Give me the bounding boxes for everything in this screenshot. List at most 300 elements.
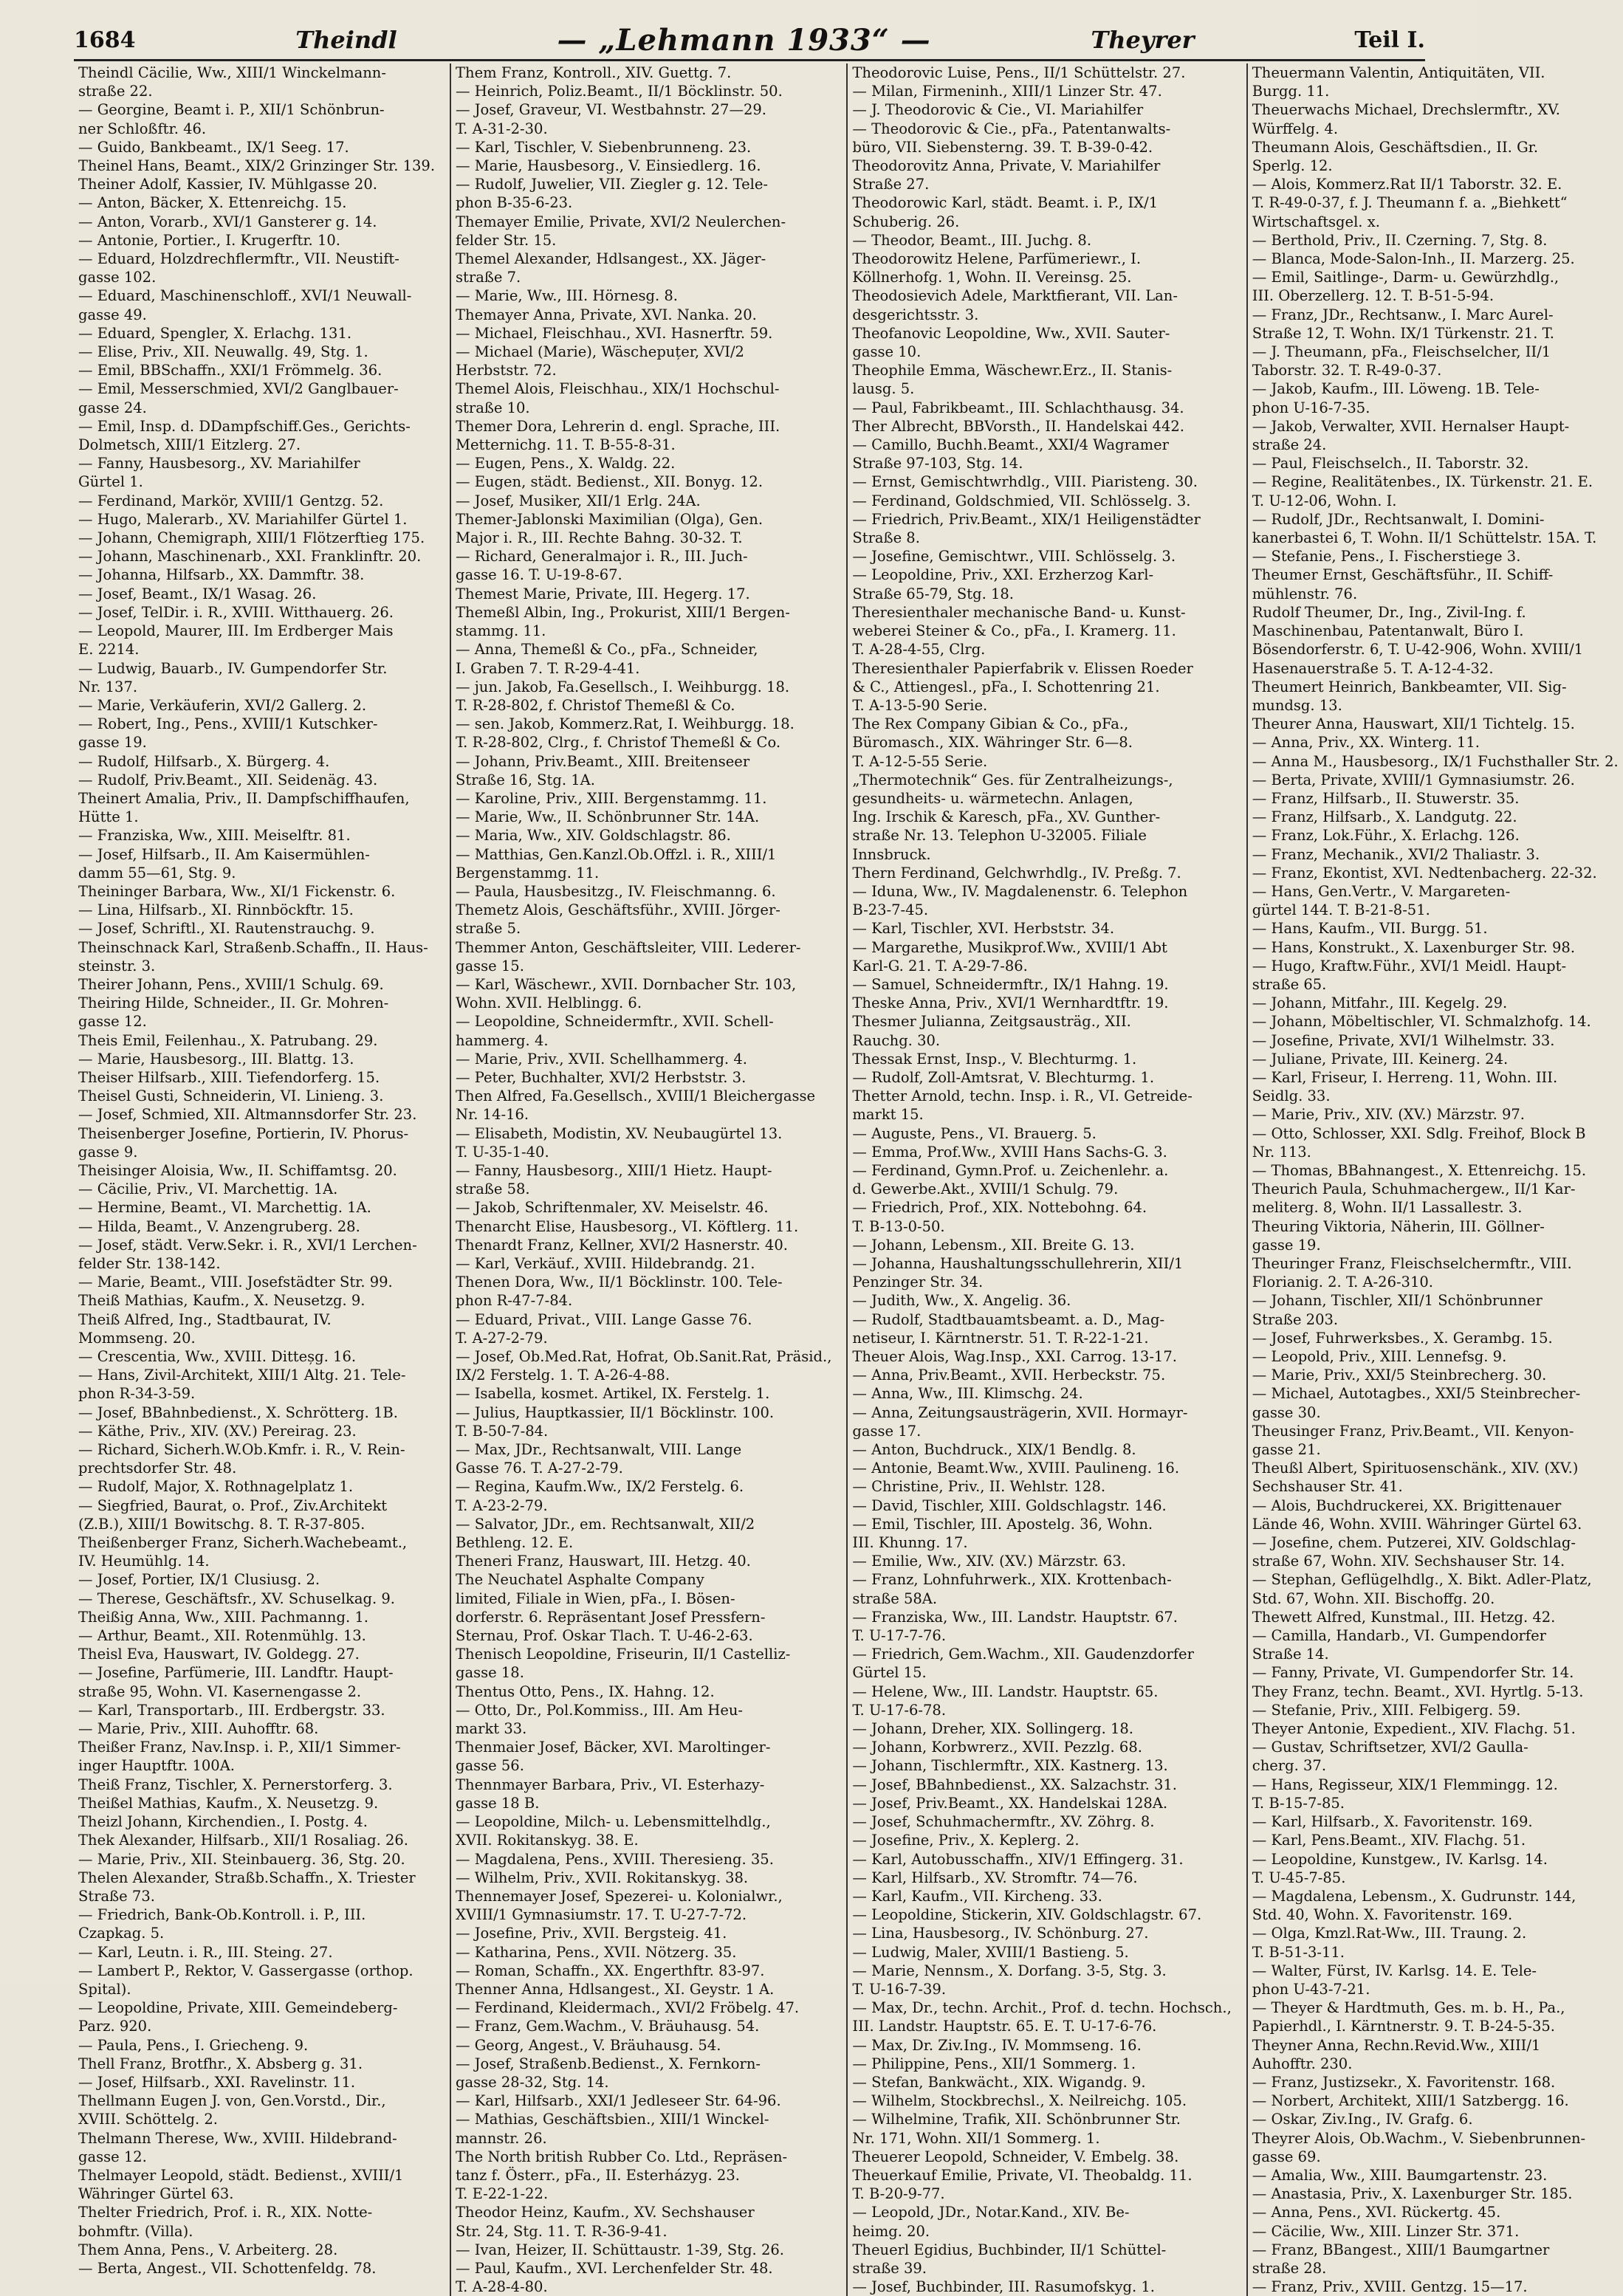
directory-entry-line: XVIII/1 Gymnasiumstr. 17. T. U-27-7-72. xyxy=(456,1906,747,1924)
directory-entry-line: Themel Alexander, Hdlsangest., XX. Jäger- xyxy=(456,250,766,268)
directory-entry-line: Nr. 137. xyxy=(78,678,138,695)
directory-entry-line: — Amalia, Ww., XIII. Baumgartenstr. 23. xyxy=(1252,2166,1548,2184)
directory-entry-line: Theiring Hilde, Schneider., II. Gr. Mohren- xyxy=(78,994,389,1012)
directory-entry-line: — Karl, Hilfsarb., X. Favoritenstr. 169. xyxy=(1252,1813,1533,1831)
directory-entry-line: — Josefine, Parfümerie, III. Landftr. Haupt- xyxy=(78,1664,394,1682)
directory-entry-line: stammg. 11. xyxy=(456,622,546,640)
directory-entry-line: — Marie, Priv., XVII. Schellhammerg. 4. xyxy=(456,1050,747,1068)
directory-entry-line: — Ernst, Gemischtwrhdlg., VIII. Piaristeng. 30. xyxy=(852,473,1198,491)
directory-entry-line: — Ferdinand, Kleidermach., XVI/2 Fröbelg. 47. xyxy=(456,1999,800,2017)
directory-entry-line: phon U-16-7-35. xyxy=(1252,399,1370,416)
directory-entry-line: Themayer Anna, Private, XVI. Nanka. 20. xyxy=(456,306,757,323)
directory-entry-line: — Hans, Kaufm., VII. Burgg. 51. xyxy=(1252,920,1488,938)
directory-entry-line: — Anton, Buchdruck., XIX/1 Bendlg. 8. xyxy=(852,1441,1136,1459)
directory-entry-line: T. U-17-6-78. xyxy=(852,1701,947,1719)
directory-entry-line: Rudolf Theumer, Dr., Ing., Zivil-Ing. f. xyxy=(1252,603,1526,621)
directory-entry-line: — Josefine, Priv., X. Keplerg. 2. xyxy=(852,1832,1080,1849)
directory-entry-line: — Josef, städt. Verw.Sekr. i. R., XVI/1 Lerchen- xyxy=(78,1236,417,1254)
directory-entry-line: Thelen Alexander, Straßb.Schaffn., X. Triester xyxy=(78,1869,416,1886)
directory-entry-line: T. U-17-7-76. xyxy=(852,1627,947,1645)
directory-entry-line: Theiner Adolf, Kassier, IV. Mühlgasse 20. xyxy=(78,176,377,193)
directory-entry-line: — Leopoldine, Stickerin, XIV. Goldschlagstr. 67. xyxy=(852,1906,1202,1924)
directory-entry-line: straße Nr. 13. Telephon U-32005. Filiale xyxy=(852,827,1147,845)
directory-entry-line: steinstr. 3. xyxy=(78,957,156,975)
directory-entry-line: — Johann, Korbwrerz., XVII. Pezzlg. 68. xyxy=(852,1739,1142,1756)
directory-entry-line: T. U-16-7-39. xyxy=(852,1980,947,1998)
directory-entry-line: — Anna, Zeitungsausträgerin, XVII. Hormayr- xyxy=(852,1403,1188,1421)
directory-entry-line: — Rudolf, Priv.Beamt., XII. Seidenäg. 43. xyxy=(78,771,378,788)
directory-entry-line: Taborstr. 32. T. R-49-0-37. xyxy=(1252,362,1442,379)
directory-entry-line: Then Alfred, Fa.Gesellsch., XVIII/1 Bleichergasse xyxy=(456,1087,816,1105)
directory-entry-line: Parz. 920. xyxy=(78,2018,152,2035)
directory-entry-line: — Leopold, Maurer, III. Im Erdberger Mais xyxy=(78,622,394,640)
directory-entry-line: — Therese, Geschäftsfr., XV. Schuselkag. 9. xyxy=(78,1589,395,1607)
directory-entry-line: The Rex Company Gibian & Co., pFa., xyxy=(852,715,1129,733)
directory-entry-line: desgerichtsstr. 3. xyxy=(852,306,979,323)
directory-entry-line: — Josef, Schmied, XII. Altmannsdorfer Str. 23. xyxy=(78,1106,417,1124)
directory-entry-line: Theodor Heinz, Kaufm., XV. Sechshauser xyxy=(456,2204,755,2221)
directory-entry-line: — Karl, Hilfsarb., XXI/1 Jedleseer Str. 64-96. xyxy=(456,2092,781,2110)
directory-entry-line: — Josef, Musiker, XII/1 Erlg. 24A. xyxy=(456,492,701,509)
directory-entry-line: Theuerwachs Michael, Drechslermftr., XV. xyxy=(1252,101,1560,119)
directory-entry-line: Sperlg. 12. xyxy=(1252,157,1333,175)
directory-entry-line: — Michael, Fleischhau., XVI. Hasnerftr. 59. xyxy=(456,324,773,342)
directory-entry-line: Sternau, Prof. Oskar Tlach. T. U-46-2-63. xyxy=(456,1627,753,1645)
directory-entry-line: Wohn. XVII. Helblingg. 6. xyxy=(456,994,642,1012)
directory-entry-line: — Josef, Graveur, VI. Westbahnstr. 27—29. xyxy=(456,101,766,119)
directory-entry-line: — Stephan, Geflügelhdlg., X. Bikt. Adler-Platz, xyxy=(1252,1571,1592,1589)
directory-entry-line: — sen. Jakob, Kommerz.Rat, I. Weihburgg. 18. xyxy=(456,715,795,733)
directory-entry-line: — Eugen, städt. Bedienst., XII. Bonyg. 12. xyxy=(456,473,764,491)
directory-entry-line: Them Anna, Pens., V. Arbeiterg. 28. xyxy=(78,2241,338,2258)
directory-entry-line: — Marie, Priv., XIV. (XV.) Märzstr. 97. xyxy=(1252,1106,1525,1124)
directory-entry-line: — Rudolf, Hilfsarb., X. Bürgerg. 4. xyxy=(78,752,330,770)
directory-entry-line: Innsbruck. xyxy=(852,845,931,863)
directory-entry-line: — Josef, BBahnbedienst., XX. Salzachstr. 31. xyxy=(852,1776,1178,1793)
directory-entry-line: Thenmaier Josef, Bäcker, XVI. Maroltinger- xyxy=(456,1739,771,1756)
directory-entry-line: — Johann, Möbeltischler, VI. Schmalzhofg. 14. xyxy=(1252,1013,1591,1031)
directory-entry-line: straße 22. xyxy=(78,83,153,100)
directory-entry-line: Burgg. 11. xyxy=(1252,83,1330,100)
directory-entry-line: T. U-45-7-85. xyxy=(1252,1869,1346,1886)
directory-entry-line: straße 7. xyxy=(456,269,521,286)
directory-entry-line: T. U-12-06, Wohn. I. xyxy=(1252,492,1397,509)
directory-entry-line: T. U-35-1-40. xyxy=(456,1143,549,1161)
directory-entry-line: — Samuel, Schneidermftr., IX/1 Hahng. 19. xyxy=(852,975,1169,993)
directory-entry-line: Thenardt Franz, Kellner, XVI/2 Hasnerstr. 40. xyxy=(456,1236,788,1254)
directory-entry-line: — Michael, Autotagbes., XXI/5 Steinbrecher- xyxy=(1252,1385,1581,1403)
directory-entry-line: Theodorowitz Helene, Parfümeriewr., I. xyxy=(852,250,1142,268)
directory-entry-line: Metternichg. 11. T. B-55-8-31. xyxy=(456,436,676,454)
directory-entry-line: — Elise, Priv., XII. Neuwallg. 49, Stg. 1. xyxy=(78,343,368,361)
directory-entry-line: — J. Theodorovic & Cie., VI. Mariahilfer xyxy=(852,101,1144,119)
directory-entry-line: Theiser Hilfsarb., XIII. Tiefendorferg. 15. xyxy=(78,1068,380,1086)
directory-entry-line: Thenarcht Elise, Hausbesorg., VI. Köftlerg. 11. xyxy=(456,1217,799,1235)
directory-entry-line: Theiß Mathias, Kaufm., X. Neusetzg. 9. xyxy=(78,1292,366,1310)
directory-entry-line: mannstr. 26. xyxy=(456,2129,547,2147)
directory-entry-line: Ing. Irschik & Karesch, pFa., XV. Gunther- xyxy=(852,808,1161,826)
directory-entry-line: XVIII. Schöttelg. 2. xyxy=(78,2111,218,2128)
page-header xyxy=(74,21,1425,61)
column-1 xyxy=(74,63,439,2296)
directory-entry-line: — Robert, Ing., Pens., XVIII/1 Kutschker- xyxy=(78,715,378,733)
directory-entry-line: Theußl Albert, Spirituosenschänk., XIV. (XV.) xyxy=(1252,1460,1579,1477)
directory-entry-line: limited, Filiale in Wien, pFa., I. Bösen- xyxy=(456,1589,735,1607)
directory-entry-line: — Leopold, JDr., Notar.Kand., XIV. Be- xyxy=(852,2204,1130,2221)
directory-entry-line: — Peter, Buchhalter, XVI/2 Herbststr. 3. xyxy=(456,1068,747,1086)
directory-entry-line: ner Schloßftr. 46. xyxy=(78,120,207,137)
directory-entry-line: — Marie, Beamt., VIII. Josefstädter Str. 99. xyxy=(78,1274,393,1291)
directory-entry-line: Theusinger Franz, Priv.Beamt., VII. Kenyon- xyxy=(1252,1422,1574,1440)
directory-entry-line: — Johann, Tischler, XII/1 Schönbrunner xyxy=(1252,1292,1543,1310)
directory-entry-line: Gürtel 15. xyxy=(852,1664,927,1682)
directory-entry-line: — Marie, Priv., XIII. Auhofftr. 68. xyxy=(78,1720,319,1738)
directory-entry-line: meliterg. 8, Wohn. II/1 Lassallestr. 3. xyxy=(1252,1199,1523,1217)
directory-entry-line: Thelmayer Leopold, städt. Bedienst., XVIII/1 xyxy=(78,2166,404,2184)
directory-entry-line: Straße 73. xyxy=(78,1887,155,1905)
directory-entry-line: — Leopoldine, Kunstgew., IV. Karlsg. 14. xyxy=(1252,1850,1548,1868)
directory-entry-line: T. B-50-7-84. xyxy=(456,1422,549,1440)
right-keyword: Theyrer xyxy=(1091,26,1195,54)
directory-entry-line: — Stefan, Bankwächt., XIX. Wigandg. 9. xyxy=(852,2073,1146,2091)
directory-entry-line: — Karl, Transportarb., III. Erdbergstr. 33. xyxy=(78,1701,385,1719)
directory-entry-line: büro, VII. Siebensterng. 39. T. B-39-0-42. xyxy=(852,138,1153,156)
directory-entry-line: — Arthur, Beamt., XII. Rotenmühlg. 13. xyxy=(78,1627,366,1645)
directory-entry-line: — Eduard, Spengler, X. Erlachg. 131. xyxy=(78,324,352,342)
directory-entry-line: B-23-7-45. xyxy=(852,901,929,919)
directory-entry-line: — Regina, Kaufm.Ww., IX/2 Ferstelg. 6. xyxy=(456,1478,744,1496)
directory-entry-line: — Cäcilie, Priv., VI. Marchettig. 1A. xyxy=(78,1180,338,1198)
directory-entry-line: — Paula, Hausbesitzg., IV. Fleischmanng. 6. xyxy=(456,882,776,900)
directory-entry-line: T. B-20-9-77. xyxy=(852,2185,945,2203)
directory-entry-line: T. A-23-2-79. xyxy=(456,1496,548,1514)
directory-entry-line: — Max, Dr., techn. Archit., Prof. d. techn. Hochsch., xyxy=(852,1999,1232,2017)
directory-entry-line: — Anna, Priv., XX. Winterg. 11. xyxy=(1252,734,1480,752)
directory-entry-line: Theske Anna, Priv., XVI/1 Wernhardtftr. 19. xyxy=(852,994,1169,1012)
directory-entry-line: (Z.B.), XIII/1 Bowitschg. 8. T. R-37-805. xyxy=(78,1515,366,1533)
directory-entry-line: — Georg, Angest., V. Bräuhausg. 54. xyxy=(456,2036,721,2054)
directory-entry-line: Themetz Alois, Geschäftsführ., XVIII. Jörger- xyxy=(456,901,780,919)
directory-entry-line: — Käthe, Priv., XIV. (XV.) Pereirag. 23. xyxy=(78,1422,357,1440)
directory-entry-line: — Rudolf, Zoll-Amtsrat, V. Blechturmg. 1. xyxy=(852,1068,1155,1086)
directory-entry-line: — Ivan, Heizer, II. Schüttaustr. 1-39, Stg. 26. xyxy=(456,2241,784,2258)
directory-entry-line: T. A-27-2-79. xyxy=(456,1329,548,1347)
directory-entry-line: — Olga, Kmzl.Rat-Ww., III. Traung. 2. xyxy=(1252,1925,1527,1942)
directory-entry-line: Auhofftr. 230. xyxy=(1252,2055,1353,2072)
directory-entry-line: Theuringer Franz, Fleischselchermftr., VIII. xyxy=(1252,1255,1572,1272)
directory-entry-line: gasse 18. xyxy=(456,1664,524,1682)
directory-entry-line: — Johann, Tischlermftr., XIX. Kastnerg. 13. xyxy=(852,1757,1168,1775)
directory-entry-line: — Friedrich, Gem.Wachm., XII. Gaudenzdorfer xyxy=(852,1646,1194,1663)
directory-entry-line: gasse 15. xyxy=(456,957,524,975)
directory-entry-line: — Salvator, JDr., em. Rechtsanwalt, XII/2 xyxy=(456,1515,755,1533)
directory-entry-line: — Hans, Zivil-Architekt, XIII/1 Altg. 21. Tele- xyxy=(78,1367,406,1384)
directory-entry-line: phon B-35-6-23. xyxy=(456,194,573,212)
directory-entry-line: T. E-22-1-22. xyxy=(456,2185,549,2203)
directory-entry-line: gürtel 144. T. B-21-8-51. xyxy=(1252,901,1430,919)
directory-entry-line: — Siegfried, Baurat, o. Prof., Ziv.Architekt xyxy=(78,1496,388,1514)
directory-entry-line: — Marie, Priv., XXI/5 Steinbrecherg. 30. xyxy=(1252,1367,1547,1384)
directory-entry-line: straße 10. xyxy=(456,399,530,416)
directory-entry-line: Dolmetsch, XIII/1 Eitzlerg. 27. xyxy=(78,436,301,454)
directory-entry-line: — Camillo, Buchh.Beamt., XXI/4 Wagramer xyxy=(852,436,1169,454)
directory-entry-line: — Iduna, Ww., IV. Magdalenenstr. 6. Telephon xyxy=(852,882,1188,900)
directory-entry-line: — Josefine, Priv., XVII. Bergsteig. 41. xyxy=(456,1925,727,1942)
directory-entry-line: — Josef, Portier, IX/1 Clusiusg. 2. xyxy=(78,1571,320,1589)
directory-entry-line: Würffelg. 4. xyxy=(1252,120,1339,137)
directory-entry-line: — Paul, Fleischselch., II. Taborstr. 32. xyxy=(1252,455,1529,472)
directory-entry-line: Theodorovitz Anna, Private, V. Mariahilfer xyxy=(852,157,1161,175)
directory-entry-line: — Berta, Private, XVIII/1 Gymnasiumstr. 26. xyxy=(1252,771,1575,788)
directory-entry-line: — Franz, Hilfsarb., X. Landgutg. 22. xyxy=(1252,808,1517,826)
directory-entry-line: Spital). xyxy=(78,1980,131,1998)
directory-entry-line: — Thomas, BBahnangest., X. Ettenreichg. 15. xyxy=(1252,1161,1587,1179)
part-label: Teil I. xyxy=(1354,27,1425,53)
directory-entry-line: I. Graben 7. T. R-29-4-41. xyxy=(456,659,640,677)
directory-entry-line: Themest Marie, Private, III. Hegerg. 17. xyxy=(456,585,750,602)
directory-entry-line: Wirtschaftsgel. x. xyxy=(1252,213,1380,230)
directory-entry-line: Hasenauerstraße 5. T. A-12-4-32. xyxy=(1252,659,1494,677)
directory-entry-line: — J. Theumann, pFa., Fleischselcher, II/1 xyxy=(1252,343,1551,361)
directory-entry-line: T. A-12-5-55 Serie. xyxy=(852,752,988,770)
directory-entry-line: — Auguste, Pens., VI. Brauerg. 5. xyxy=(852,1124,1097,1142)
directory-entry-line: markt 33. xyxy=(456,1720,527,1738)
directory-entry-line: — Matthias, Gen.Kanzl.Ob.Offzl. i. R., XIII/1 xyxy=(456,845,777,863)
directory-entry-line: — Josef, BBahnbedienst., X. Schrötterg. 1B. xyxy=(78,1403,398,1421)
directory-entry-line: — Wilhelm, Stockbrechsl., X. Neilreichg. 105. xyxy=(852,2092,1187,2110)
directory-entry-line: Straße 27. xyxy=(852,176,930,193)
directory-entry-line: Thern Ferdinand, Gelchwrhdlg., IV. Preßg. 7. xyxy=(852,864,1181,881)
directory-entry-line: — Anastasia, Priv., X. Laxenburger Str. 185. xyxy=(1252,2185,1573,2203)
directory-entry-line: — Paul, Fabrikbeamt., III. Schlachthausg. 34. xyxy=(852,399,1184,416)
column-3 xyxy=(846,63,1235,2296)
directory-entry-line: — Christine, Priv., II. Wehlstr. 128. xyxy=(852,1478,1106,1496)
directory-entry-line: Herbststr. 72. xyxy=(456,362,557,379)
directory-entry-line: Theiß Franz, Tischler, X. Pernerstorferg. 3. xyxy=(78,1776,393,1793)
directory-entry-line: — Wilhelmine, Trafik, XII. Schönbrunner Str. xyxy=(852,2111,1181,2128)
directory-entry-line: — Franz, Ekontist, XVI. Nedtenbacherg. 22-32. xyxy=(1252,864,1597,881)
directory-entry-line: damm 55—61, Stg. 9. xyxy=(78,864,236,881)
directory-entry-line: Theirer Johann, Pens., XVIII/1 Schulg. 69. xyxy=(78,975,384,993)
directory-entry-line: — Juliane, Private, III. Keinerg. 24. xyxy=(1252,1050,1509,1068)
directory-entry-line: Straße 16, Stg. 1A. xyxy=(456,771,595,788)
directory-entry-line: Thenisch Leopoldine, Friseurin, II/1 Castelliz- xyxy=(456,1646,791,1663)
directory-entry-line: Thek Alexander, Hilfsarb., XII/1 Rosaliag. 26. xyxy=(78,1832,408,1849)
directory-entry-line: — Ferdinand, Goldschmied, VII. Schlösselg. 3. xyxy=(852,492,1191,509)
directory-entry-line: — Marie, Ww., II. Schönbrunner Str. 14A. xyxy=(456,808,760,826)
directory-entry-line: — Heinrich, Poliz.Beamt., II/1 Böcklinstr. 50. xyxy=(456,83,783,100)
directory-entry-line: Gasse 76. T. A-27-2-79. xyxy=(456,1460,623,1477)
directory-entry-line: — Karl, Kaufm., VII. Kircheng. 33. xyxy=(852,1887,1102,1905)
directory-entry-line: Theophile Emma, Wäschewr.Erz., II. Stanis- xyxy=(852,362,1173,379)
directory-entry-line: — Johann, Maschinenarb., XXI. Franklinftr. 20. xyxy=(78,548,422,566)
directory-entry-line: — Theodor, Beamt., III. Juchg. 8. xyxy=(852,231,1092,249)
directory-entry-line: — Josef, Fuhrwerksbes., X. Gerambg. 15. xyxy=(1252,1329,1553,1347)
directory-entry-line: straße 65. xyxy=(1252,975,1327,993)
directory-entry-line: — Max, JDr., Rechtsanwalt, VIII. Lange xyxy=(456,1441,742,1459)
directory-entry-line: T. B-51-3-11. xyxy=(1252,1943,1345,1961)
directory-entry-line: T. R-28-802, Clrg., f. Christof Themeßl & Co. xyxy=(456,734,781,752)
directory-entry-line: — Ferdinand, Markör, XVIII/1 Gentzg. 52. xyxy=(78,492,384,509)
directory-entry-line: Nr. 14-16. xyxy=(456,1106,529,1124)
directory-entry-line: Themer Dora, Lehrerin d. engl. Sprache, III. xyxy=(456,417,780,435)
directory-entry-line: Themayer Emilie, Private, XVI/2 Neulerchen- xyxy=(456,213,786,230)
directory-entry-line: Nr. 113. xyxy=(1252,1143,1311,1161)
directory-entry-line: — Gustav, Schriftsetzer, XVI/2 Gaulla- xyxy=(1252,1739,1528,1756)
directory-entry-line: straße 24. xyxy=(1252,436,1327,454)
directory-entry-line: T. R-28-802, f. Christof Themeßl & Co. xyxy=(456,696,735,714)
directory-entry-line: T. R-49-0-37, f. J. Theumann f. a. „Biehkett“ xyxy=(1252,194,1568,212)
directory-entry-line: — Emil, Messerschmied, XVI/2 Ganglbauer- xyxy=(78,380,399,398)
directory-entry-line: Büromasch., XIX. Währinger Str. 6—8. xyxy=(852,734,1133,752)
directory-entry-line: Theinschnack Karl, Straßenb.Schaffn., II. Haus- xyxy=(78,938,428,956)
directory-entry-line: — Mathias, Geschäftsbien., XIII/1 Winckel- xyxy=(456,2111,769,2128)
directory-entry-line: Thelter Friedrich, Prof. i. R., XIX. Notte- xyxy=(78,2204,373,2221)
directory-entry-line: — Josef, Beamt., IX/1 Wasag. 26. xyxy=(78,585,317,602)
directory-entry-line: — Eugen, Pens., X. Waldg. 22. xyxy=(456,455,676,472)
directory-entry-line: — Franz, Justizsekr., X. Favoritenstr. 168. xyxy=(1252,2073,1556,2091)
directory-entry-line: — Josef, Ob.Med.Rat, Hofrat, Ob.Sanit.Rat, Präsid., xyxy=(456,1348,832,1366)
directory-entry-line: Theuermann Valentin, Antiquitäten, VII. xyxy=(1252,64,1545,81)
directory-entry-line: — Rudolf, Stadtbauamtsbeamt. a. D., Mag- xyxy=(852,1310,1165,1328)
directory-entry-line: — Lambert P., Rektor, V. Gassergasse (orthop. xyxy=(78,1962,414,1979)
directory-entry-line: Theuer Alois, Wag.Insp., XXI. Carrog. 13-17. xyxy=(852,1348,1177,1366)
directory-entry-line: — Hugo, Kraftw.Führ., XVI/1 Meidl. Haupt- xyxy=(1252,957,1567,975)
directory-entry-line: Rauchg. 30. xyxy=(852,1031,941,1049)
directory-entry-line: Std. 40, Wohn. X. Favoritenstr. 169. xyxy=(1252,1906,1513,1924)
directory-entry-line: — Stefanie, Pens., I. Fischerstiege 3. xyxy=(1252,548,1521,566)
directory-entry-line: Bösendorferstr. 6, T. U-42-906, Wohn. XVIII/1 xyxy=(1252,641,1584,659)
directory-entry-line: — Marie, Verkäuferin, XVI/2 Gallerg. 2. xyxy=(78,696,367,714)
directory-entry-line: — Eduard, Maschinenschloff., XVI/1 Neuwall- xyxy=(78,287,412,305)
directory-entry-line: — Philippine, Pens., XII/1 Sommerg. 1. xyxy=(852,2055,1136,2072)
directory-entry-line: — Blanca, Mode-Salon-Inh., II. Marzerg. 25. xyxy=(1252,250,1575,268)
directory-entry-line: — Jakob, Kaufm., III. Löweng. 1B. Tele- xyxy=(1252,380,1540,398)
directory-entry-line: — Eduard, Holzdrechflermftr., VII. Neustift- xyxy=(78,250,399,268)
directory-entry-line: — Josefine, chem. Putzerei, XIV. Goldschlag- xyxy=(1252,1534,1576,1552)
directory-entry-line: — Richard, Sicherh.W.Ob.Kmfr. i. R., V. Rein- xyxy=(78,1441,405,1459)
directory-entry-line: — Antonie, Beamt.Ww., XVIII. Paulineng. 16. xyxy=(852,1460,1180,1477)
directory-entry-line: Währinger Gürtel 63. xyxy=(78,2185,234,2203)
directory-entry-line: — Anna M., Hausbesorg., IX/1 Fuchsthaller Str. 2. xyxy=(1252,752,1619,770)
directory-entry-line: T. A-28-4-80. xyxy=(456,2278,548,2296)
directory-entry-line: — Crescentia, Ww., XVIII. Ditteșg. 16. xyxy=(78,1348,357,1366)
directory-entry-line: — Jakob, Verwalter, XVII. Hernalser Haupt- xyxy=(1252,417,1570,435)
directory-entry-line: — Friedrich, Bank-Ob.Kontroll. i. P., III. xyxy=(78,1906,366,1924)
directory-entry-line: hammerg. 4. xyxy=(456,1031,549,1049)
directory-entry-line: straße 95, Wohn. VI. Kasernengasse 2. xyxy=(78,1683,362,1700)
directory-entry-line: Theisinger Aloisia, Ww., II. Schiffamtsg. 20. xyxy=(78,1161,397,1179)
directory-entry-line: weberei Steiner & Co., pFa., I. Kramerg. 11. xyxy=(852,622,1176,640)
directory-entry-line: Straße 97-103, Stg. 14. xyxy=(852,455,1023,472)
directory-entry-line: Theodorowic Karl, städt. Beamt. i. P., IX/1 xyxy=(852,194,1159,212)
directory-entry-line: Straße 203. xyxy=(1252,1310,1339,1328)
directory-entry-line: Themel Alois, Fleischhau., XIX/1 Hochschul- xyxy=(456,380,780,398)
directory-entry-line: T. A-31-2-30. xyxy=(456,120,548,137)
directory-entry-line: — Judith, Ww., X. Angelig. 36. xyxy=(852,1292,1071,1310)
directory-entry-line: Theyer Antonie, Expedient., XIV. Flachg. 51. xyxy=(1252,1720,1576,1738)
directory-entry-line: — Franziska, Ww., XIII. Meiselftr. 81. xyxy=(78,827,351,845)
directory-entry-line: — Anna, Pens., XVI. Rückertg. 45. xyxy=(1252,2204,1501,2221)
directory-entry-line: gasse 17. xyxy=(852,1422,922,1440)
directory-entry-line: — jun. Jakob, Fa.Gesellsch., I. Weihburgg. 18. xyxy=(456,678,790,695)
directory-entry-line: — Johann, Chemigraph, XIII/1 Flötzerftieg 175. xyxy=(78,529,425,547)
directory-entry-line: Theofanovic Leopoldine, Ww., XVII. Sauter- xyxy=(852,324,1170,342)
directory-entry-line: — Anna, Ww., III. Klimschg. 24. xyxy=(852,1385,1083,1403)
directory-entry-line: Thesmer Julianna, Zeitgsausträg., XII. xyxy=(852,1013,1131,1031)
directory-entry-line: Theuerl Egidius, Buchbinder, II/1 Schüttel- xyxy=(852,2241,1167,2258)
directory-entry-line: phon U-43-7-21. xyxy=(1252,1980,1370,1998)
directory-entry-line: „Thermotechnik“ Ges. für Zentralheizungs-, xyxy=(852,771,1173,788)
directory-entry-line: Thennemayer Josef, Spezerei- u. Kolonialwr., xyxy=(456,1887,783,1905)
directory-entry-line: prechtsdorfer Str. 48. xyxy=(78,1460,237,1477)
directory-entry-line: Theisenberger Josefine, Portierin, IV. Phorus- xyxy=(78,1124,409,1142)
directory-entry-line: Lände 46, Wohn. XVIII. Währinger Gürtel 63. xyxy=(1252,1515,1582,1533)
directory-entry-line: — Leopoldine, Private, XIII. Gemeindeberg- xyxy=(78,1999,398,2017)
column-2 xyxy=(450,63,836,2296)
directory-entry-line: — Franz, JDr., Rechtsanw., I. Marc Aurel- xyxy=(1252,306,1554,323)
directory-entry-line: — Isabella, kosmet. Artikel, IX. Ferstelg. 1. xyxy=(456,1385,770,1403)
directory-entry-line: Themeßl Albin, Ing., Prokurist, XIII/1 Bergen- xyxy=(456,603,790,621)
directory-entry-line: IX/2 Ferstelg. 1. T. A-26-4-88. xyxy=(456,1367,670,1384)
left-keyword: Theindl xyxy=(295,26,397,54)
directory-entry-line: — Marie, Hausbesorg., V. Einsiedlerg. 16. xyxy=(456,157,761,175)
directory-entry-line: Theneri Franz, Hauswart, III. Hetzg. 40. xyxy=(456,1553,751,1570)
directory-entry-line: — Oskar, Ziv.Ing., IV. Grafg. 6. xyxy=(1252,2111,1473,2128)
directory-entry-line: — Wilhelm, Priv., XVII. Rokitanskyg. 38. xyxy=(456,1869,749,1886)
directory-entry-line: — Johanna, Hilfsarb., XX. Dammftr. 38. xyxy=(78,566,365,584)
directory-entry-line: The North british Rubber Co. Ltd., Repräsen- xyxy=(456,2148,788,2165)
directory-entry-line: Major i. R., III. Rechte Bahng. 30-32. T. xyxy=(456,529,743,547)
directory-entry-line: gasse 28-32, Stg. 14. xyxy=(456,2073,609,2091)
directory-entry-line: felder Str. 15. xyxy=(456,231,557,249)
directory-entry-line: Thessak Ernst, Insp., V. Blechturmg. 1. xyxy=(852,1050,1137,1068)
directory-entry-line: III. Landstr. Hauptstr. 65. E. T. U-17-6-76. xyxy=(852,2018,1157,2035)
directory-entry-line: Themer-Jablonski Maximilian (Olga), Gen. xyxy=(456,510,764,528)
directory-entry-line: — Josefine, Private, XVI/1 Wilhelmstr. 33. xyxy=(1252,1031,1555,1049)
directory-entry-line: T. B-13-0-50. xyxy=(852,1217,945,1235)
directory-entry-line: — Franz, BBangest., XIII/1 Baumgartner xyxy=(1252,2241,1550,2258)
directory-entry-line: Thewett Alfred, Kunstmal., III. Hetzg. 42. xyxy=(1252,1608,1556,1626)
directory-entry-line: Theodorovic Luise, Pens., II/1 Schüttelstr. 27. xyxy=(852,64,1186,81)
directory-entry-line: gasse 10. xyxy=(852,343,922,361)
directory-entry-line: — Hans, Konstrukt., X. Laxenburger Str. 98. xyxy=(1252,938,1576,956)
directory-entry-line: felder Str. 138-142. xyxy=(78,1255,221,1272)
directory-entry-line: — Franz, Lohnfuhrwerk., XIX. Krottenbach- xyxy=(852,1571,1172,1589)
directory-entry-line: — Josef, Hilfsarb., XXI. Ravelinstr. 11. xyxy=(78,2073,356,2091)
directory-entry-line: Theurich Paula, Schuhmachergew., II/1 Kar- xyxy=(1252,1180,1576,1198)
directory-entry-line: Theis Emil, Feilenhau., X. Patrubang. 29. xyxy=(78,1031,378,1049)
directory-entry-line: gasse 30. xyxy=(1252,1403,1321,1421)
directory-entry-line: gasse 12. xyxy=(78,2148,147,2165)
directory-entry-line: — Rudolf, Major, X. Rothnagelplatz 1. xyxy=(78,1478,354,1496)
directory-entry-line: — Michael (Marie), Wäschepuțer, XVI/2 xyxy=(456,343,744,361)
directory-entry-line: — Magdalena, Pens., XVIII. Theresieng. 35. xyxy=(456,1850,774,1868)
directory-entry-line: — Ludwig, Maler, XVIII/1 Bastieng. 5. xyxy=(852,1943,1129,1961)
directory-entry-line: Schuberig. 26. xyxy=(852,213,960,230)
directory-entry-line: phon R-47-7-84. xyxy=(456,1292,573,1310)
directory-entry-line: Maschinenbau, Patentanwalt, Büro I. xyxy=(1252,622,1524,640)
directory-entry-line: mühlenstr. 76. xyxy=(1252,585,1358,602)
directory-entry-line: gesundheits- u. wärmetechn. Anlagen, xyxy=(852,789,1133,807)
column-4 xyxy=(1246,63,1623,2296)
directory-entry-line: gasse 49. xyxy=(78,306,147,323)
directory-entry-line: gasse 19. xyxy=(1252,1236,1321,1254)
directory-entry-line: — Emilie, Ww., XIV. (XV.) Märzstr. 63. xyxy=(852,1553,1126,1570)
directory-entry-line: Bergenstammg. 11. xyxy=(456,864,600,881)
directory-entry-line: Czapkag. 5. xyxy=(78,1925,165,1942)
directory-entry-line: — Franz, Mechanik., XVI/2 Thaliastr. 3. xyxy=(1252,845,1540,863)
